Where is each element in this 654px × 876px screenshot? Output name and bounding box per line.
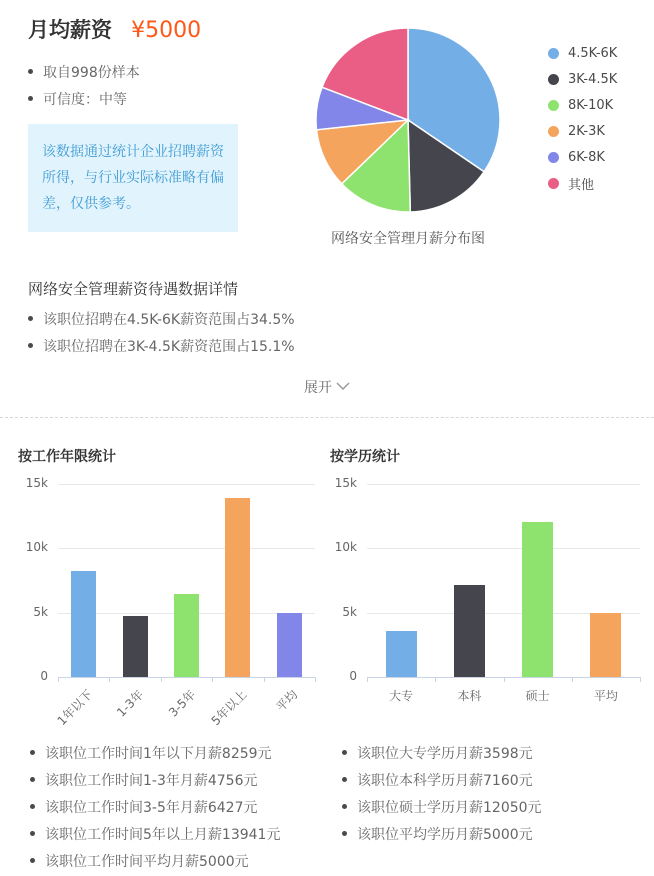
y-axis-label: 10k (334, 540, 357, 555)
detail-item: 该职位招聘在4.5K-6K薪资范围占34.5% (28, 307, 654, 334)
details-heading: 网络安全管理薪资待遇数据详情 (28, 280, 239, 298)
x-axis-category-label: 3-5年 (165, 687, 198, 720)
salary-distribution-pie-chart[interactable] (314, 26, 502, 214)
bar-3-5年[interactable] (174, 594, 199, 677)
y-axis-label: 15k (334, 476, 357, 490)
average-salary-value: ¥5000 (131, 18, 202, 43)
gridline (58, 548, 315, 549)
bar-本科[interactable] (454, 585, 485, 677)
pie-legend (548, 40, 617, 196)
sample-count: 取自998份样本 (28, 60, 268, 87)
bar-平均[interactable] (590, 613, 621, 677)
page-title: 月均薪资 (28, 18, 112, 42)
bar-5年以上[interactable] (225, 498, 250, 677)
dashed-divider (0, 417, 654, 418)
experience-chart-title: 按工作年限统计 (18, 449, 116, 465)
note-item: 该职位硕士学历月薪12050元 (342, 795, 636, 822)
axis-tick (435, 677, 436, 682)
legend-color-dot (548, 74, 559, 85)
y-axis-label: 0 (349, 669, 357, 683)
pie-chart-title: 网络安全管理月薪分布图 (331, 231, 485, 247)
bar-1年以下[interactable] (71, 571, 96, 677)
legend-item-4.5K-6K[interactable] (548, 40, 617, 66)
sample-meta-list (28, 60, 268, 114)
axis-tick (109, 677, 110, 682)
details-list (28, 307, 654, 361)
education-notes-list (330, 741, 636, 849)
bar-平均[interactable] (277, 613, 302, 677)
note-item: 该职位工作时间3-5年月薪6427元 (30, 795, 330, 822)
axis-tick (212, 677, 213, 682)
note-item: 该职位大专学历月薪3598元 (342, 741, 636, 768)
experience-chart-column (18, 434, 330, 876)
salary-details-section (0, 278, 654, 361)
legend-color-dot (548, 178, 559, 189)
legend-label: 3K-4.5K (568, 71, 618, 87)
y-axis-label: 0 (40, 669, 48, 683)
disclaimer-box: 该数据通过统计企业招聘薪资所得，与行业实际标准略有偏差，仅供参考。 (28, 124, 238, 232)
education-chart-column (330, 434, 636, 876)
legend-label: 其他 (568, 177, 595, 193)
legend-label: 8K-10K (568, 97, 614, 113)
legend-item-6K-8K[interactable] (548, 144, 617, 170)
experience-bar-chart[interactable] (18, 472, 330, 727)
bar-大专[interactable] (386, 631, 417, 677)
confidence-level: 可信度：中等 (28, 87, 268, 114)
expand-label: 展开 (304, 380, 332, 396)
x-axis-category-label: 硕士 (525, 689, 550, 703)
legend-label: 2K-3K (568, 123, 605, 139)
x-axis-category-label: 平均 (273, 687, 301, 715)
gridline (367, 484, 640, 485)
bar-charts-section (0, 434, 654, 876)
legend-item-3K-4.5K[interactable] (548, 66, 617, 92)
education-chart-title: 按学历统计 (330, 449, 400, 465)
x-axis-category-label: 大专 (389, 689, 414, 703)
y-axis-label: 10k (25, 540, 48, 555)
note-item: 该职位工作时间1年以下月薪8259元 (30, 741, 330, 768)
axis-tick (58, 677, 59, 682)
salary-summary (28, 14, 268, 232)
legend-color-dot (548, 126, 559, 137)
gridline (58, 484, 315, 485)
axis-tick (504, 677, 505, 682)
y-axis-label: 5k (342, 604, 357, 619)
legend-item-2K-3K[interactable] (548, 118, 617, 144)
x-axis-line (58, 677, 315, 678)
x-axis-category-label: 1年以下 (54, 687, 96, 729)
axis-tick (315, 677, 316, 682)
bar-硕士[interactable] (522, 522, 553, 677)
chevron-down-icon (336, 382, 350, 391)
legend-item-其他[interactable] (548, 170, 617, 196)
legend-label: 6K-8K (568, 149, 605, 165)
expand-button[interactable] (0, 377, 654, 397)
axis-tick (264, 677, 265, 682)
legend-color-dot (548, 48, 559, 59)
note-item: 该职位本科学历月薪7160元 (342, 768, 636, 795)
y-axis-label: 5k (33, 604, 48, 619)
legend-label: 4.5K-6K (568, 45, 618, 61)
axis-tick (367, 677, 368, 682)
x-axis-category-label: 平均 (593, 689, 618, 703)
x-axis-category-label: 本科 (457, 689, 482, 703)
axis-tick (161, 677, 162, 682)
pie-chart-block (314, 26, 502, 248)
x-axis-category-label: 1-3年 (114, 687, 147, 720)
detail-item: 该职位招聘在3K-4.5K薪资范围占15.1% (28, 334, 654, 361)
axis-tick (572, 677, 573, 682)
note-item: 该职位平均学历月薪5000元 (342, 822, 636, 849)
note-item: 该职位工作时间5年以上月薪13941元 (30, 822, 330, 849)
education-bar-chart[interactable] (330, 472, 636, 727)
note-item: 该职位工作时间1-3年月薪4756元 (30, 768, 330, 795)
legend-color-dot (548, 100, 559, 111)
legend-color-dot (548, 152, 559, 163)
note-item: 该职位工作时间平均月薪5000元 (30, 849, 330, 876)
axis-tick (640, 677, 641, 682)
summary-section (0, 0, 654, 252)
bar-1-3年[interactable] (123, 616, 148, 677)
legend-item-8K-10K[interactable] (548, 92, 617, 118)
gridline (367, 548, 640, 549)
y-axis-label: 15k (25, 476, 48, 490)
x-axis-category-label: 5年以上 (208, 687, 250, 729)
